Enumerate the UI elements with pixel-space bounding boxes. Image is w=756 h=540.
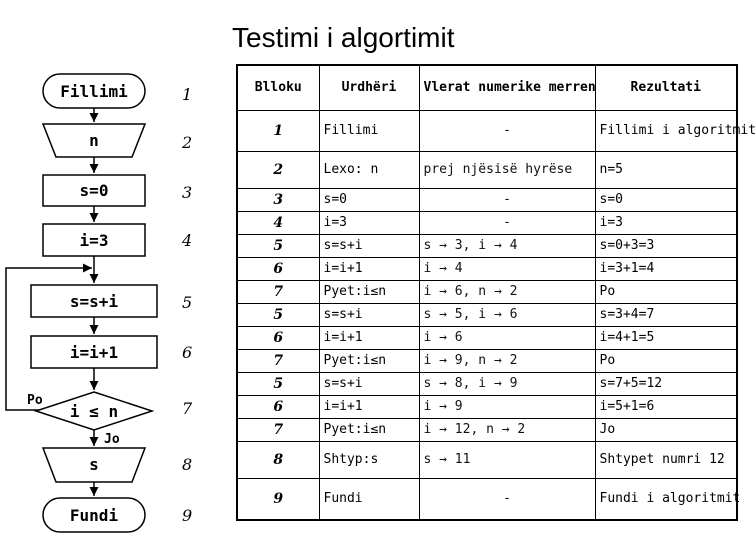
block-cell: 9	[237, 479, 319, 521]
command-cell: i=i+1	[319, 327, 419, 350]
block-number: 5	[182, 293, 193, 312]
values-cell: -	[419, 212, 595, 235]
table-row	[237, 327, 737, 350]
table-row	[237, 442, 737, 479]
values-cell: i → 6	[419, 327, 595, 350]
result-cell: Po	[595, 281, 737, 304]
result-cell: s=0+3=3	[595, 235, 737, 258]
result-cell: i=5+1=6	[595, 396, 737, 419]
values-cell: i → 6, n → 2	[419, 281, 595, 304]
block-cell: 5	[237, 235, 319, 258]
start-label: Fillimi	[60, 82, 128, 101]
command-cell: i=i+1	[319, 396, 419, 419]
values-cell: prej njësisë hyrëse	[419, 152, 595, 189]
block-number: 8	[182, 455, 193, 474]
block-cell: 4	[237, 212, 319, 235]
block-cell: 6	[237, 258, 319, 281]
block-cell: 7	[237, 350, 319, 373]
block-number: 1	[182, 85, 193, 104]
values-cell: i → 4	[419, 258, 595, 281]
i-update-label: i=i+1	[69, 343, 119, 362]
values-cell: i → 9	[419, 396, 595, 419]
block-cell: 3	[237, 189, 319, 212]
output-label: s	[89, 455, 99, 474]
table-row	[237, 111, 737, 152]
block-cell: 2	[237, 152, 319, 189]
table-row	[237, 396, 737, 419]
block-number: 9	[182, 506, 193, 525]
trace-table	[236, 64, 756, 521]
table-header-row	[237, 65, 737, 111]
block-number: 7	[182, 399, 193, 418]
command-cell: Fundi	[319, 479, 419, 521]
result-cell: s=7+5=12	[595, 373, 737, 396]
block-cell: 6	[237, 327, 319, 350]
table-row	[237, 419, 737, 442]
values-cell: s → 8, i → 9	[419, 373, 595, 396]
values-cell: s → 5, i → 6	[419, 304, 595, 327]
table-row	[237, 212, 737, 235]
table-row	[237, 189, 737, 212]
values-cell: -	[419, 479, 595, 521]
command-cell: Fillimi	[319, 111, 419, 152]
values-cell: s → 3, i → 4	[419, 235, 595, 258]
command-cell: s=s+i	[319, 304, 419, 327]
result-cell: s=0	[595, 189, 737, 212]
block-cell: 8	[237, 442, 319, 479]
no-branch-label: Jo	[104, 432, 120, 447]
result-cell: Po	[595, 350, 737, 373]
table-row	[237, 350, 737, 373]
input-label: n	[89, 131, 99, 150]
block-number: 2	[182, 133, 193, 152]
command-cell: Lexo: n	[319, 152, 419, 189]
values-cell: i → 9, n → 2	[419, 350, 595, 373]
result-cell: s=3+4=7	[595, 304, 737, 327]
values-cell: -	[419, 111, 595, 152]
page-title: Testimi i algortimit	[232, 22, 455, 53]
command-cell: s=s+i	[319, 235, 419, 258]
command-cell: Pyet:i≤n	[319, 350, 419, 373]
table-row	[237, 235, 737, 258]
command-cell: s=s+i	[319, 373, 419, 396]
result-cell: i=3	[595, 212, 737, 235]
command-cell: i=3	[319, 212, 419, 235]
table-row	[237, 304, 737, 327]
table-row	[237, 152, 737, 189]
block-number: 3	[182, 183, 193, 202]
condition-label: i ≤ n	[69, 402, 119, 421]
i-init-label: i=3	[79, 231, 109, 250]
result-cell: Jo	[595, 419, 737, 442]
values-cell: -	[419, 189, 595, 212]
table-row	[237, 479, 737, 521]
table-body	[237, 111, 756, 521]
block-number: 4	[182, 231, 193, 250]
result-cell: Fillimi i algoritmit	[595, 111, 737, 152]
result-cell: Shtypet numri 12	[595, 442, 737, 479]
table-row	[237, 373, 737, 396]
command-cell: i=i+1	[319, 258, 419, 281]
block-cell: 5	[237, 373, 319, 396]
command-cell: Shtyp:s	[319, 442, 419, 479]
result-cell: i=4+1=5	[595, 327, 737, 350]
block-cell: 5	[237, 304, 319, 327]
block-cell: 7	[237, 419, 319, 442]
values-cell: i → 12, n → 2	[419, 419, 595, 442]
values-cell: s → 11	[419, 442, 595, 479]
block-cell: 7	[237, 281, 319, 304]
block-cell: 6	[237, 396, 319, 419]
header-result: Rezultati	[595, 65, 737, 111]
header-command: Urdhëri	[319, 65, 419, 111]
s-update-label: s=s+i	[69, 292, 119, 311]
end-label: Fundi	[69, 506, 119, 525]
result-cell: Fundi i algoritmit	[595, 479, 737, 521]
header-block: Blloku	[237, 65, 319, 111]
block-cell: 1	[237, 111, 319, 152]
command-cell: s=0	[319, 189, 419, 212]
s-init-label: s=0	[79, 181, 109, 200]
flowchart	[0, 0, 232, 540]
yes-branch-label: Po	[27, 393, 43, 408]
trace-table-container	[236, 64, 756, 526]
result-cell: i=3+1=4	[595, 258, 737, 281]
header-values: Vlerat numerike merren	[419, 65, 595, 111]
table-row	[237, 258, 737, 281]
table-row	[237, 281, 737, 304]
command-cell: Pyet:i≤n	[319, 281, 419, 304]
command-cell: Pyet:i≤n	[319, 419, 419, 442]
result-cell: n=5	[595, 152, 737, 189]
block-number: 6	[182, 343, 193, 362]
